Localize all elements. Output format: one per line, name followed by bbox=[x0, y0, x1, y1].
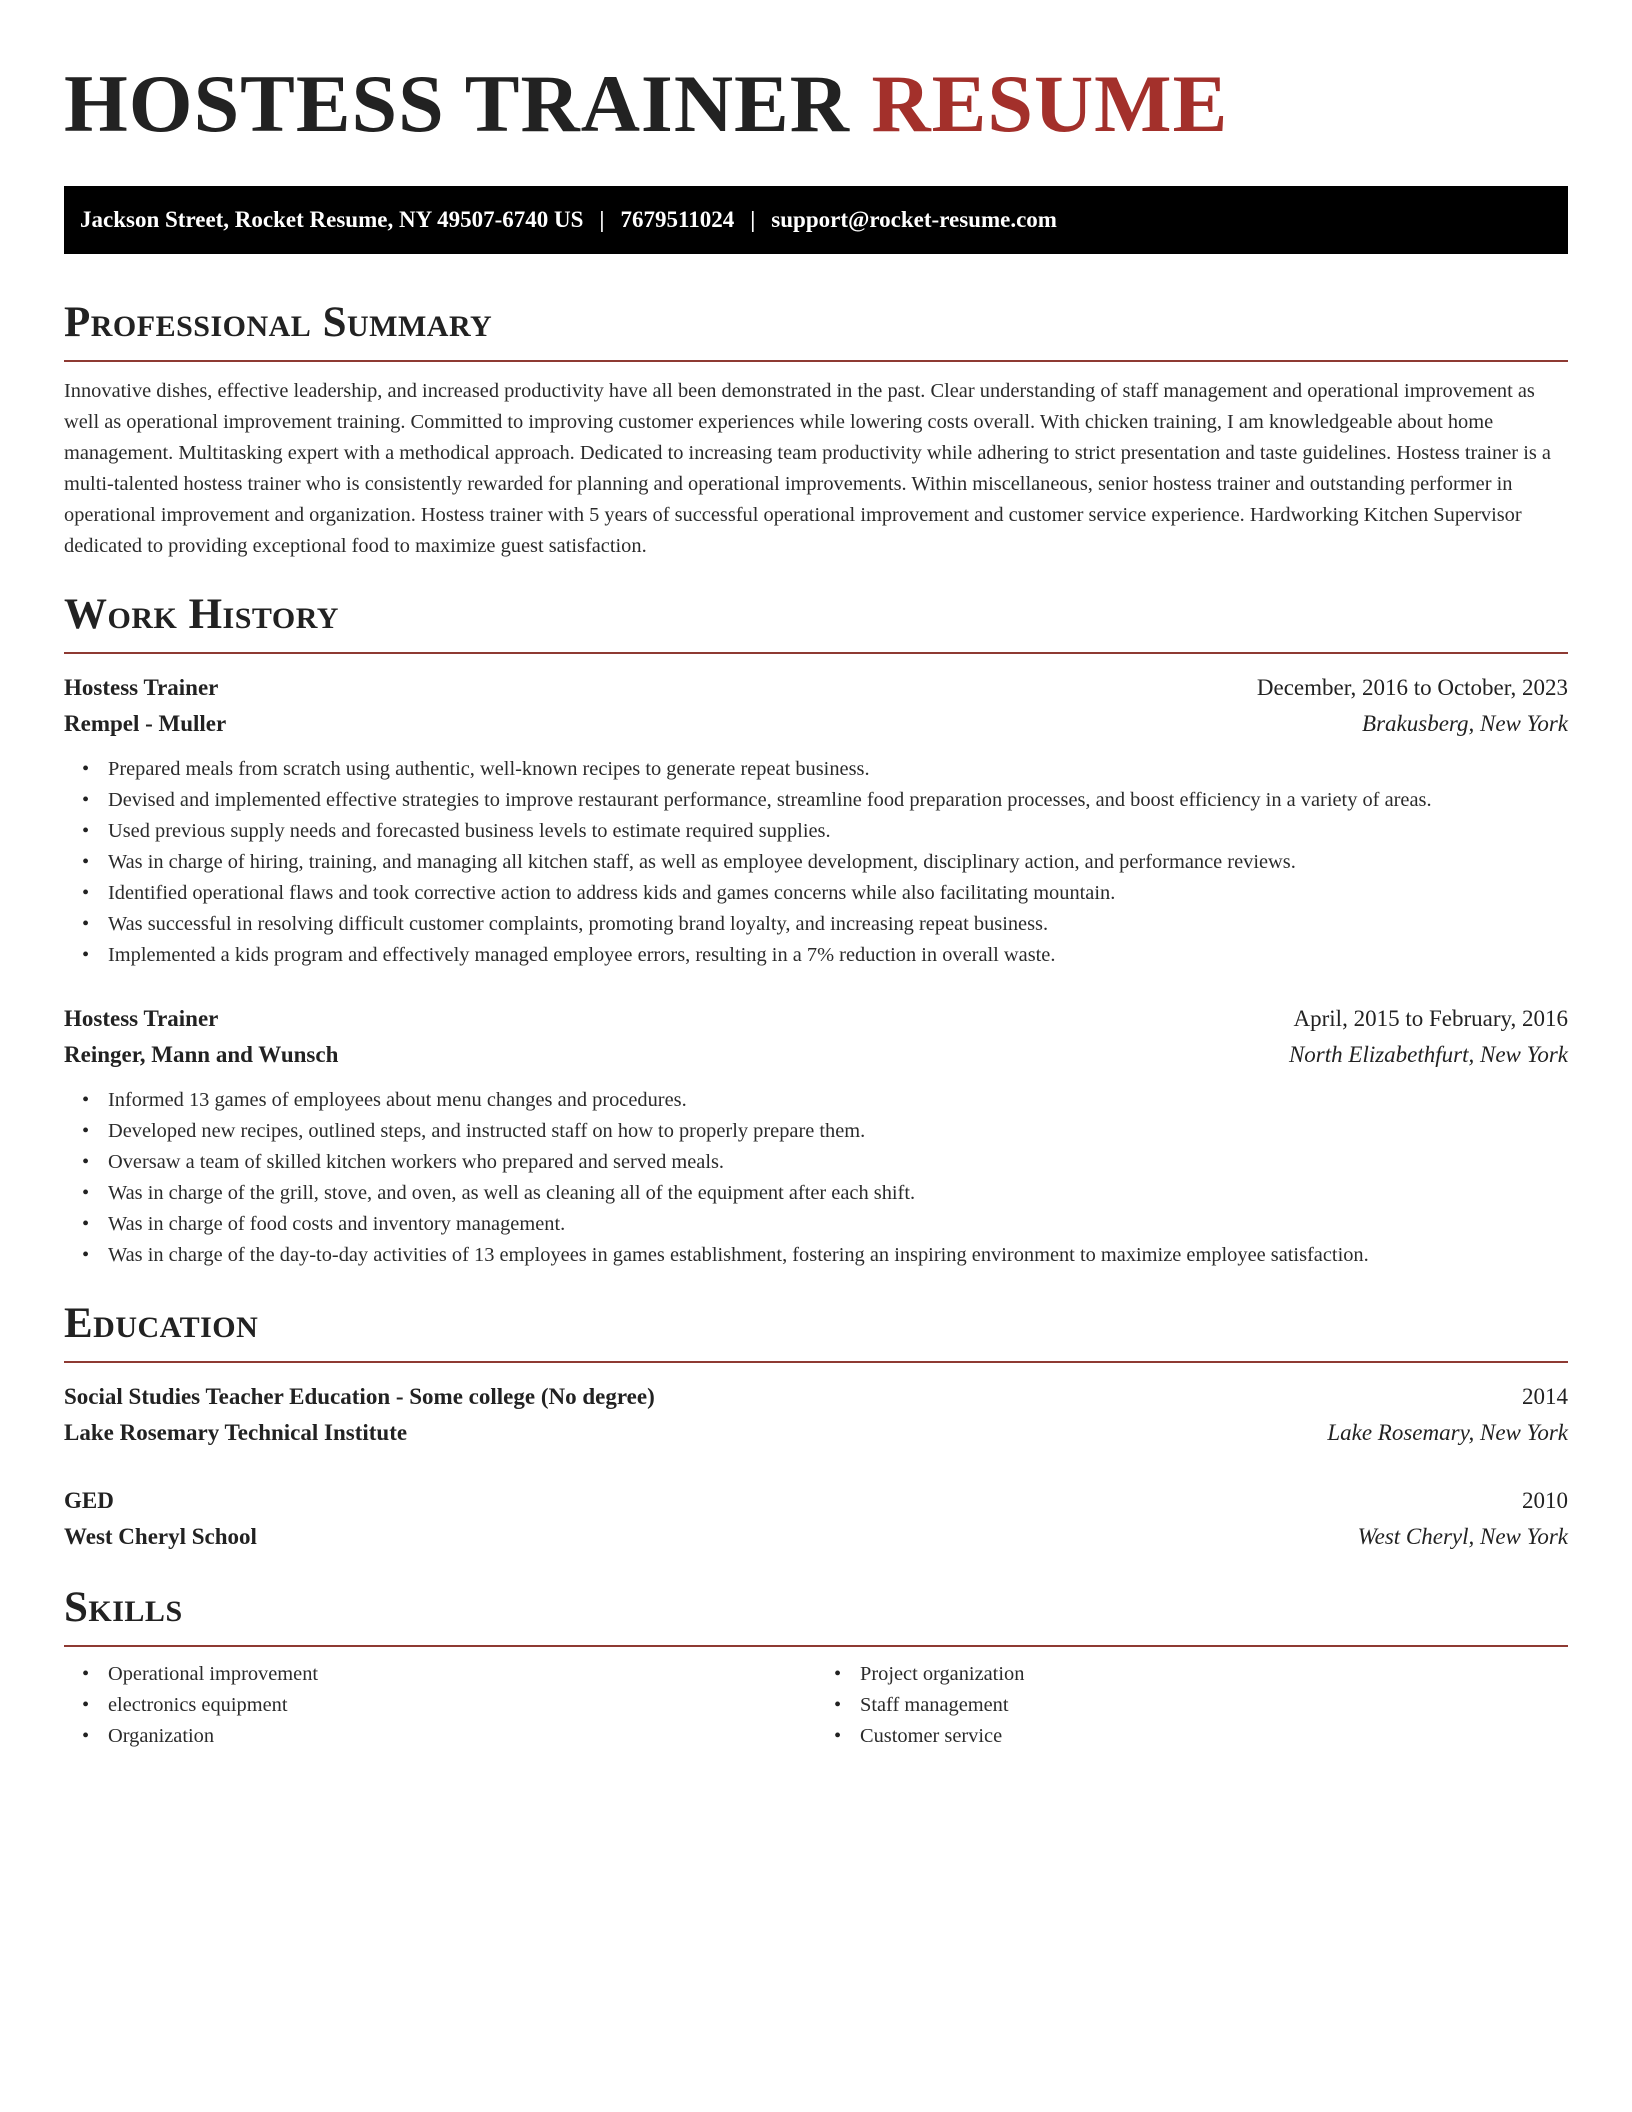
education-location: Lake Rosemary, New York bbox=[1327, 1420, 1568, 1445]
section-divider bbox=[64, 652, 1568, 654]
job-title: Hostess Trainer bbox=[64, 675, 219, 700]
contact-phone[interactable]: 7679511024 bbox=[620, 207, 735, 232]
job-duties-list bbox=[64, 1085, 1568, 1271]
job-header-row bbox=[64, 670, 1568, 706]
contact-separator: | bbox=[750, 207, 756, 232]
job-title: Hostess Trainer bbox=[64, 1006, 219, 1031]
job-company-row bbox=[64, 1037, 1568, 1073]
list-item: • Prepared meals from scratch using authentic, well-known recipes to generate repeat business. bbox=[108, 754, 1568, 785]
title-main: HOSTESS TRAINER bbox=[64, 58, 850, 149]
skill-item: • Organization bbox=[108, 1721, 816, 1752]
list-item: • Used previous supply needs and forecasted business levels to estimate required supplies. bbox=[108, 816, 1568, 847]
education-location: West Cheryl, New York bbox=[1357, 1524, 1568, 1549]
skills-section bbox=[64, 1581, 1568, 1752]
list-item: • Was in charge of the day-to-day activities of 13 employees in games establishment, fostering an inspiring environment to maximize employee satisfaction. bbox=[108, 1240, 1568, 1271]
education-school: West Cheryl School bbox=[64, 1524, 257, 1549]
job-dates: December, 2016 to October, 2023 bbox=[1256, 675, 1568, 700]
job-entry bbox=[64, 670, 1568, 971]
contact-separator: | bbox=[599, 207, 605, 232]
skill-item: • Staff management bbox=[860, 1690, 1568, 1721]
list-item: • Was in charge of the grill, stove, and oven, as well as cleaning all of the equipment after each shift. bbox=[108, 1178, 1568, 1209]
contact-address: Jackson Street, Rocket Resume, NY 49507-6740 US bbox=[80, 207, 584, 232]
section-heading-skills: Skills bbox=[64, 1584, 183, 1631]
job-header-row bbox=[64, 1001, 1568, 1037]
list-item: • Was in charge of hiring, training, and managing all kitchen staff, as well as employee development, disciplinary action, and performance reviews. bbox=[108, 847, 1568, 878]
section-divider bbox=[64, 360, 1568, 362]
education-school-row bbox=[64, 1415, 1568, 1451]
list-item: • Developed new recipes, outlined steps, and instructed staff on how to properly prepare them. bbox=[108, 1116, 1568, 1147]
list-item: • Oversaw a team of skilled kitchen workers who prepared and served meals. bbox=[108, 1147, 1568, 1178]
education-year: 2014 bbox=[1522, 1384, 1568, 1409]
section-divider bbox=[64, 1645, 1568, 1647]
skills-list-right bbox=[816, 1659, 1568, 1752]
education-school-row bbox=[64, 1519, 1568, 1555]
contact-email[interactable]: support@rocket-resume.com bbox=[771, 207, 1057, 232]
skill-item: • Customer service bbox=[860, 1721, 1568, 1752]
skills-list-left bbox=[64, 1659, 816, 1752]
education-degree: Social Studies Teacher Education - Some college (No degree) bbox=[64, 1384, 655, 1409]
work-history-section bbox=[64, 588, 1568, 1271]
job-company: Rempel - Muller bbox=[64, 711, 227, 736]
section-heading-work-history: Work History bbox=[64, 591, 339, 638]
education-entry bbox=[64, 1483, 1568, 1555]
contact-bar bbox=[64, 186, 1568, 254]
skill-item: • Project organization bbox=[860, 1659, 1568, 1690]
title-accent: RESUME bbox=[871, 58, 1229, 149]
list-item: • Identified operational flaws and took corrective action to address kids and games concerns while also facilitating mountain. bbox=[108, 878, 1568, 909]
section-heading-education: Education bbox=[64, 1300, 259, 1347]
summary-text: Innovative dishes, effective leadership, and increased productivity have all been demonstrated in the past. Clear understanding of staff management and operational improvement as well as operational improvement training. Committed to improving customer experiences while lowering costs overall. With chicken training, I am knowledgeable about home management. Multitasking expert with a methodical approach. Dedicated to increasing team productivity while adhering to strict presentation and taste guidelines. Hostess trainer is a multi-talented hostess trainer who is consistently rewarded for planning and operational improvements. Within miscellaneous, senior hostess trainer and outstanding performer in operational improvement and organization. Hostess trainer with 5 years of successful operational improvement and customer service experience. Hardworking Kitchen Supervisor dedicated to providing exceptional food to maximize guest satisfaction. bbox=[64, 380, 1551, 557]
job-company-row bbox=[64, 706, 1568, 742]
job-location: Brakusberg, New York bbox=[1362, 711, 1568, 736]
skills-columns bbox=[64, 1659, 1568, 1752]
section-heading-summary: Professional Summary bbox=[64, 299, 493, 346]
education-year: 2010 bbox=[1522, 1488, 1568, 1513]
list-item: • Implemented a kids program and effectively managed employee errors, resulting in a 7% reduction in overall waste. bbox=[108, 940, 1568, 971]
job-duties-list bbox=[64, 754, 1568, 971]
skill-item: • electronics equipment bbox=[108, 1690, 816, 1721]
job-dates: April, 2015 to February, 2016 bbox=[1293, 1006, 1568, 1031]
section-divider bbox=[64, 1361, 1568, 1363]
job-company: Reinger, Mann and Wunsch bbox=[64, 1042, 339, 1067]
education-section bbox=[64, 1297, 1568, 1555]
job-entry bbox=[64, 1001, 1568, 1271]
list-item: • Informed 13 games of employees about menu changes and procedures. bbox=[108, 1085, 1568, 1116]
job-location: North Elizabethfurt, New York bbox=[1288, 1042, 1568, 1067]
list-item: • Was in charge of food costs and inventory management. bbox=[108, 1209, 1568, 1240]
education-school: Lake Rosemary Technical Institute bbox=[64, 1420, 408, 1445]
education-degree: GED bbox=[64, 1488, 114, 1513]
summary-section bbox=[64, 296, 1568, 562]
education-degree-row bbox=[64, 1379, 1568, 1415]
skill-item: • Operational improvement bbox=[108, 1659, 816, 1690]
page-title bbox=[64, 56, 1568, 152]
list-item: • Devised and implemented effective strategies to improve restaurant performance, streamline food preparation processes, and boost efficiency in a variety of areas. bbox=[108, 785, 1568, 816]
education-degree-row bbox=[64, 1483, 1568, 1519]
education-entry bbox=[64, 1379, 1568, 1451]
list-item: • Was successful in resolving difficult customer complaints, promoting brand loyalty, and increasing repeat business. bbox=[108, 909, 1568, 940]
